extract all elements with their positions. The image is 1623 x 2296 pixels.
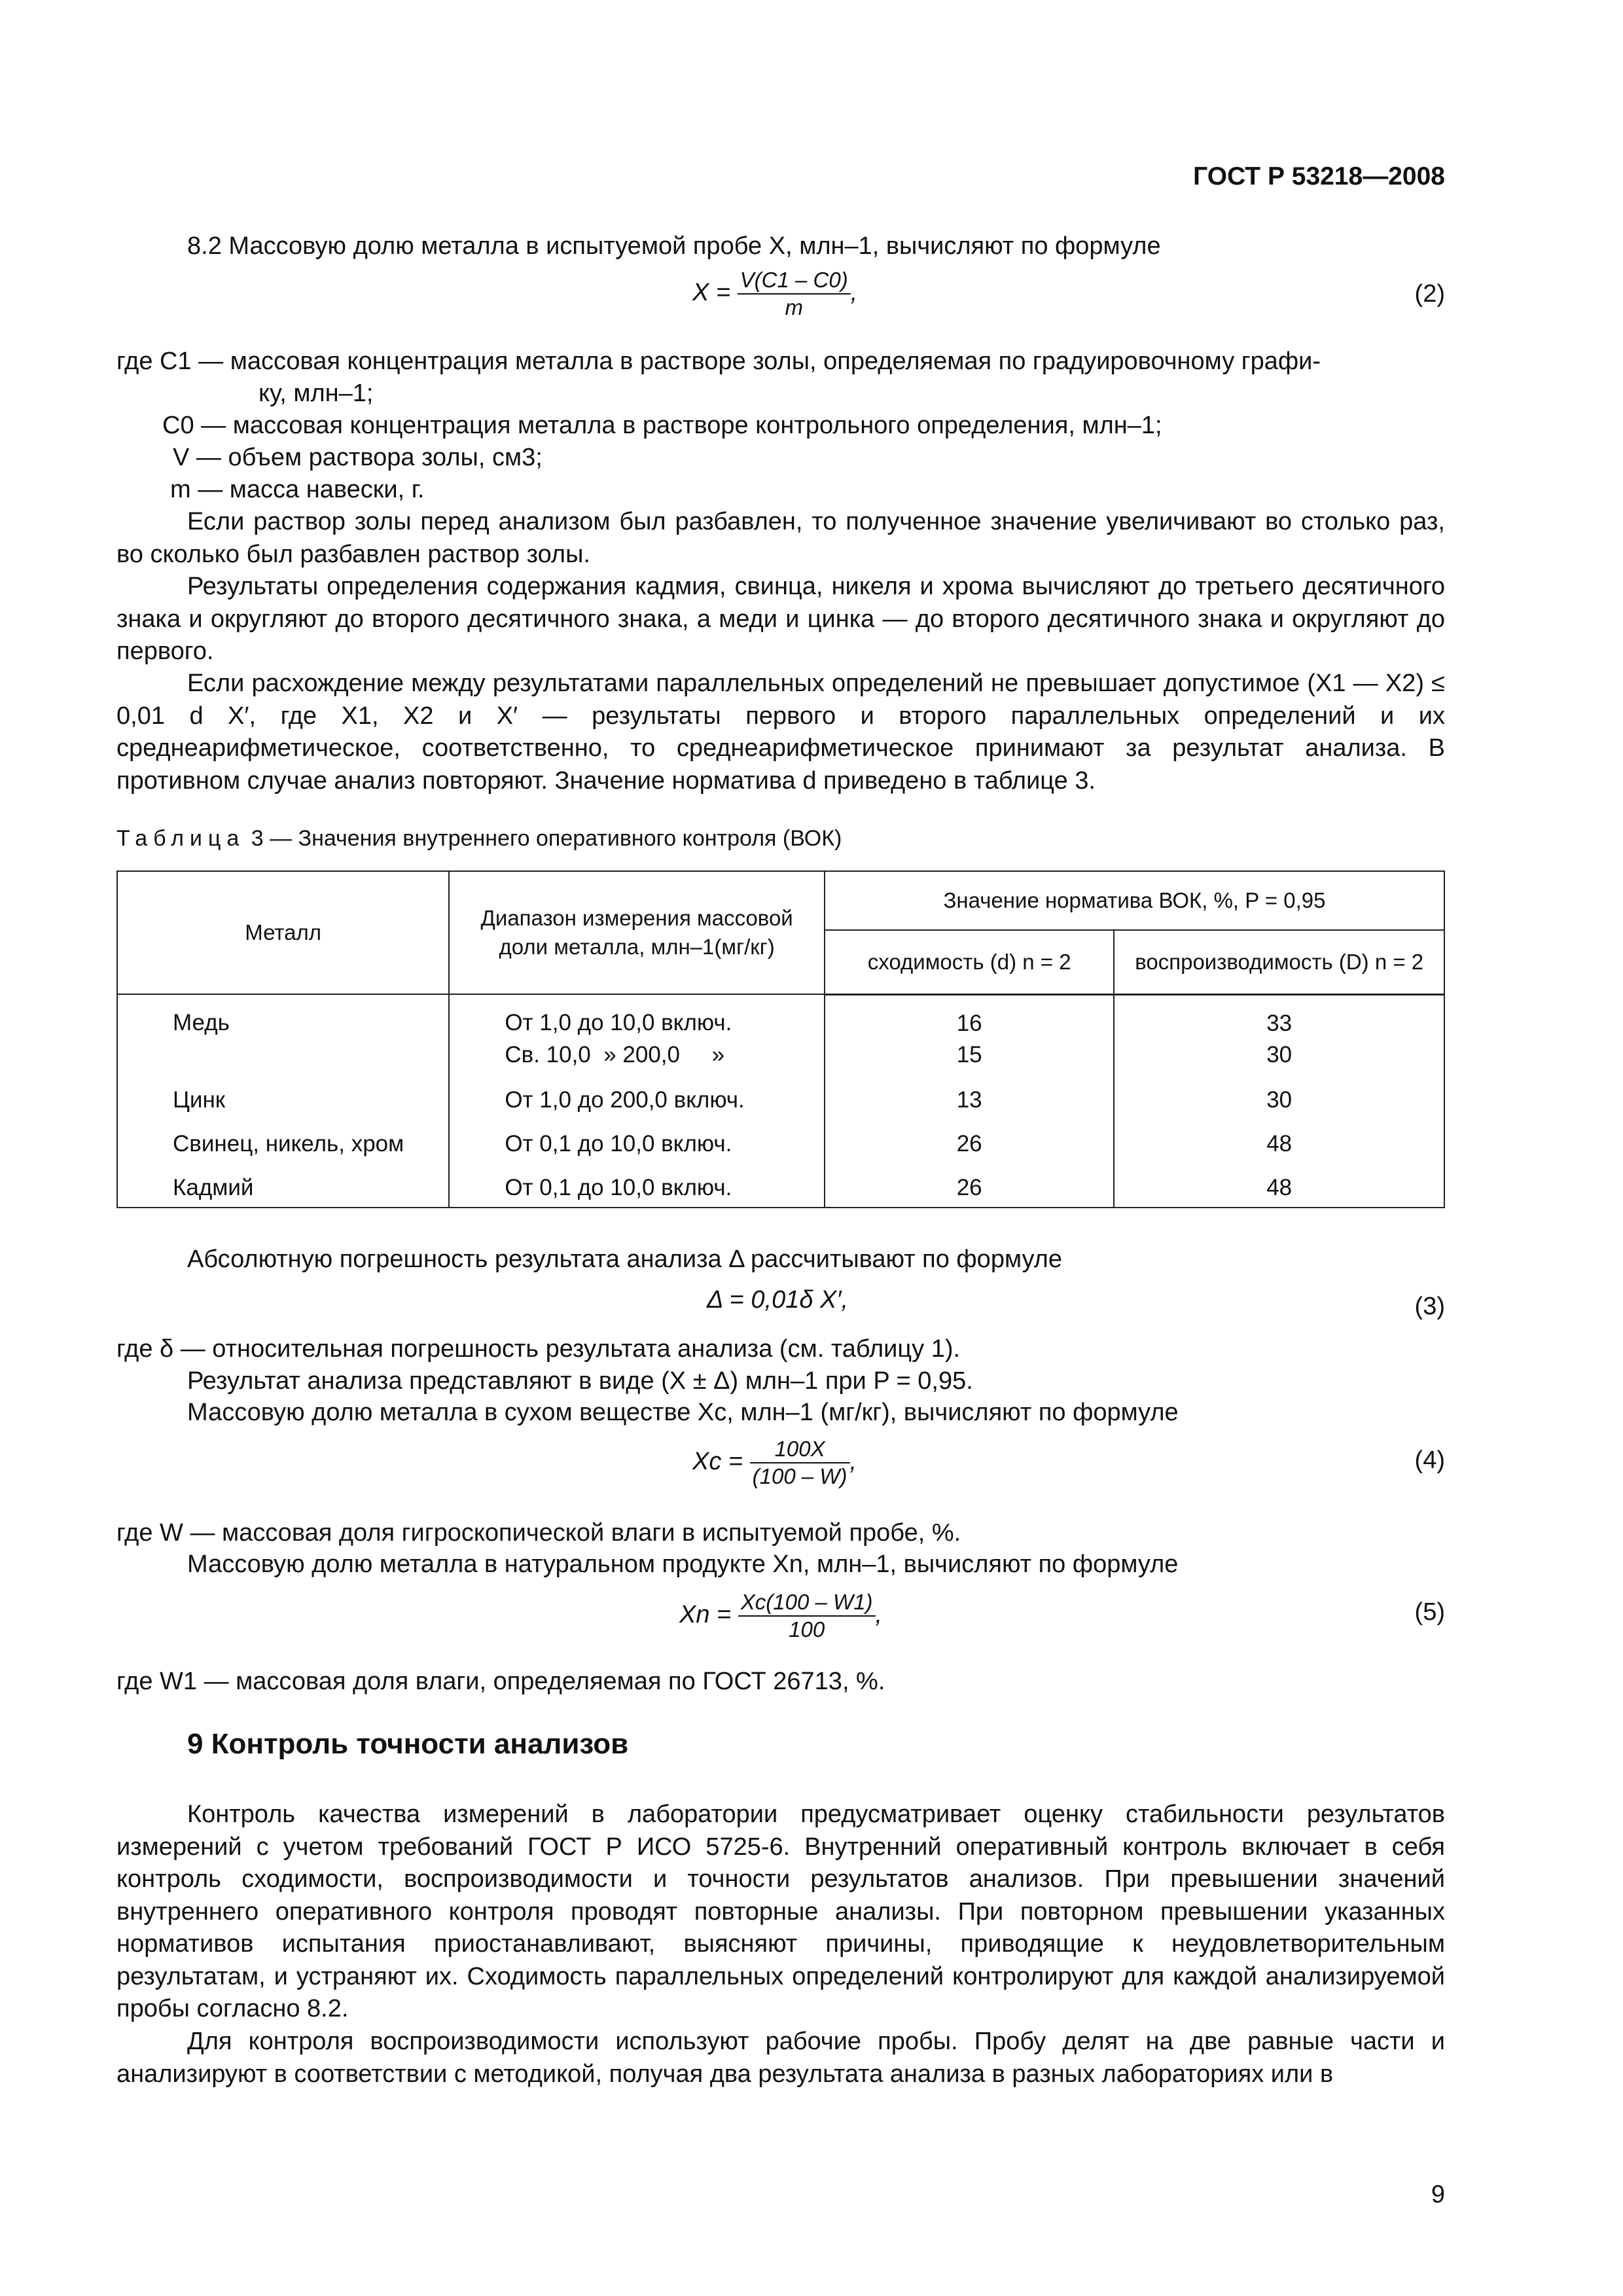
cell-D: 33	[1114, 994, 1444, 1039]
eq-number-2: (2)	[1414, 280, 1445, 308]
eq-number-4: (4)	[1414, 1446, 1445, 1474]
where-v: V — объем раствора золы, см3;	[173, 444, 543, 471]
formula-5-tail: ,	[875, 1601, 883, 1629]
cell-D: 30	[1114, 1039, 1444, 1071]
cell-range: От 0,1 до 10,0 включ.	[449, 1116, 825, 1160]
cell-D: 30	[1114, 1071, 1444, 1116]
document-page	[116, 0, 1445, 2296]
cell-d: 26	[825, 1160, 1114, 1208]
th-norm: Значение норматива ВОК, %, P = 0,95	[825, 871, 1444, 930]
th-reproducibility: воспроизводимость (D) n = 2	[1114, 930, 1444, 994]
table3	[116, 870, 1445, 1208]
section-9-p1: Контроль качества измерений в лаборатории предусматривает оценку стабильности результатов измерений с учетом требований ГОСТ Р ИСО 5725-6. Внутренний оперативный контроль включает в себя контроль сходимости, воспроизводимости и точности результатов анализов. При превышении значений внутреннего оперативного контроля проводят повторные анализы. При повторном превышении указанных нормативов испытания приостанавливают, выясняют причины, приводящие к неудовлетворительным результатам, и устраняют их. Сходимость параллельных определений контролируют для каждой анализируемой пробы согласно 8.2.	[116, 1801, 1445, 2022]
cell-d: 26	[825, 1116, 1114, 1160]
result-format: Результат анализа представляют в виде (X ± Δ) млн–1 при P = 0,95.	[187, 1367, 973, 1395]
th-metal: Металл	[117, 871, 449, 994]
cell-range: От 1,0 до 10,0 включ.	[449, 994, 825, 1039]
eq-number-5: (5)	[1414, 1598, 1445, 1626]
cell-d: 13	[825, 1071, 1114, 1116]
table-row	[117, 1160, 1444, 1208]
formula-5-lhs: Xn =	[679, 1601, 732, 1629]
where-c1: где C1 — массовая концентрация металла в растворе золы, определяемая по градуировочному графи-	[116, 348, 1321, 375]
where-c0: C0 — массовая концентрация металла в растворе контрольного определения, млн–1;	[162, 412, 1162, 439]
natural-product-lead: Массовую долю металла в натуральном продукте Xn, млн–1, вычисляют по формуле	[187, 1551, 1179, 1578]
formula-5-fraction	[738, 1589, 876, 1643]
section-9-title: 9 Контроль точности анализов	[187, 1728, 629, 1760]
where-w1: где W1 — массовая доля влаги, определяемая по ГОСТ 26713, %.	[116, 1668, 885, 1695]
formula-5	[679, 1589, 882, 1643]
where-w: где W — массовая доля гигроскопической влаги в испытуемой пробе, %.	[116, 1519, 961, 1547]
s82-lead: 8.2 Массовую долю металла в испытуемой пробе X, млн–1, вычисляют по формуле	[187, 232, 1161, 260]
where-c1-cont: ку, млн–1;	[259, 380, 374, 407]
cell-D: 48	[1114, 1116, 1444, 1160]
formula-4-tail: ,	[849, 1448, 857, 1476]
cell-range: От 0,1 до 10,0 включ.	[449, 1160, 825, 1208]
cell-metal: Медь	[117, 994, 449, 1039]
cell-d: 15	[825, 1039, 1114, 1071]
formula-4-denominator: (100 – W)	[752, 1464, 847, 1488]
eq-number-3: (3)	[1414, 1293, 1445, 1320]
formula-2-fraction	[738, 267, 851, 321]
formula-2-lhs: X =	[692, 279, 731, 307]
formula-5-numerator: Xc(100 – W1)	[738, 1589, 876, 1617]
s82-p3: Если расхождение между результатами параллельных определений не превышает допустимое (X1 — X2) ≤ 0,01 d X′, где X1, X2 и X′ — результаты первого и второго параллельных определений и их среднеарифметическое, соответственно, то среднеарифметическое принимают за результат анализа. В противном случае анализ повторяют. Значение норматива d приведено в таблице 3.	[116, 670, 1445, 795]
cell-metal: Цинк	[117, 1071, 449, 1116]
cell-range: Св. 10,0 » 200,0 »	[449, 1039, 825, 1071]
where-delta: где δ — относительная погрешность результата анализа (см. таблицу 1).	[116, 1335, 961, 1363]
formula-2	[692, 267, 857, 321]
where-m: m — масса навески, г.	[170, 476, 425, 503]
formula-4-numerator: 100X	[750, 1436, 850, 1463]
formula-2-denominator: m	[785, 295, 803, 319]
s82-p2: Результаты определения содержания кадмия, свинца, никеля и хрома вычисляют до третьего десятичного знака и округляют до второго десятичного знака, а меди и цинка — до второго десятичного знака и округляют до первого.	[116, 573, 1445, 665]
formula-3: Δ = 0,01δ X′,	[707, 1286, 849, 1314]
th-repeatability: сходимость (d) n = 2	[825, 930, 1114, 994]
cell-metal: Свинец, никель, хром	[117, 1116, 449, 1160]
table-row	[117, 994, 1444, 1039]
cell-range: От 1,0 до 200,0 включ.	[449, 1071, 825, 1116]
table-row	[117, 1039, 1444, 1071]
s82-p1: Если раствор золы перед анализом был разбавлен, то полученное значение увеличивают во столько раз, во сколько был разбавлен раствор золы.	[116, 508, 1445, 568]
page-number: 9	[1431, 2181, 1445, 2208]
formula-4	[692, 1436, 857, 1490]
formula-5-denominator: 100	[789, 1617, 825, 1641]
formula-4-fraction	[750, 1436, 850, 1490]
cell-metal: Кадмий	[117, 1160, 449, 1208]
table3-caption-text: 3 — Значения внутреннего оперативного контроля (ВОК)	[251, 826, 842, 851]
formula-2-tail: ,	[850, 279, 858, 307]
table-row	[117, 1116, 1444, 1160]
abs-error-lead: Абсолютную погрешность результата анализа Δ рассчитывают по формуле	[187, 1246, 1062, 1273]
cell-D: 48	[1114, 1160, 1444, 1208]
table3-caption	[116, 826, 842, 852]
cell-metal	[117, 1039, 449, 1071]
dry-matter-lead: Массовую долю металла в сухом веществе Xc, млн–1 (мг/кг), вычисляют по формуле	[187, 1399, 1179, 1426]
formula-4-lhs: Xc =	[692, 1448, 743, 1476]
th-range: Диапазон измерения массовой доли металла, млн–1(мг/кг)	[449, 871, 825, 994]
section-9-p2: Для контроля воспроизводимости используют рабочие пробы. Пробу делят на две равные части и анализируют в соответствии с методикой, получая два результата анализа в разных лабораториях или в	[116, 2028, 1445, 2088]
table-row	[117, 1071, 1444, 1116]
standard-header: ГОСТ Р 53218—2008	[1193, 162, 1445, 190]
formula-2-numerator: V(C1 – C0)	[738, 267, 851, 295]
table3-caption-word: Таблица	[116, 826, 245, 851]
cell-d: 16	[825, 994, 1114, 1039]
